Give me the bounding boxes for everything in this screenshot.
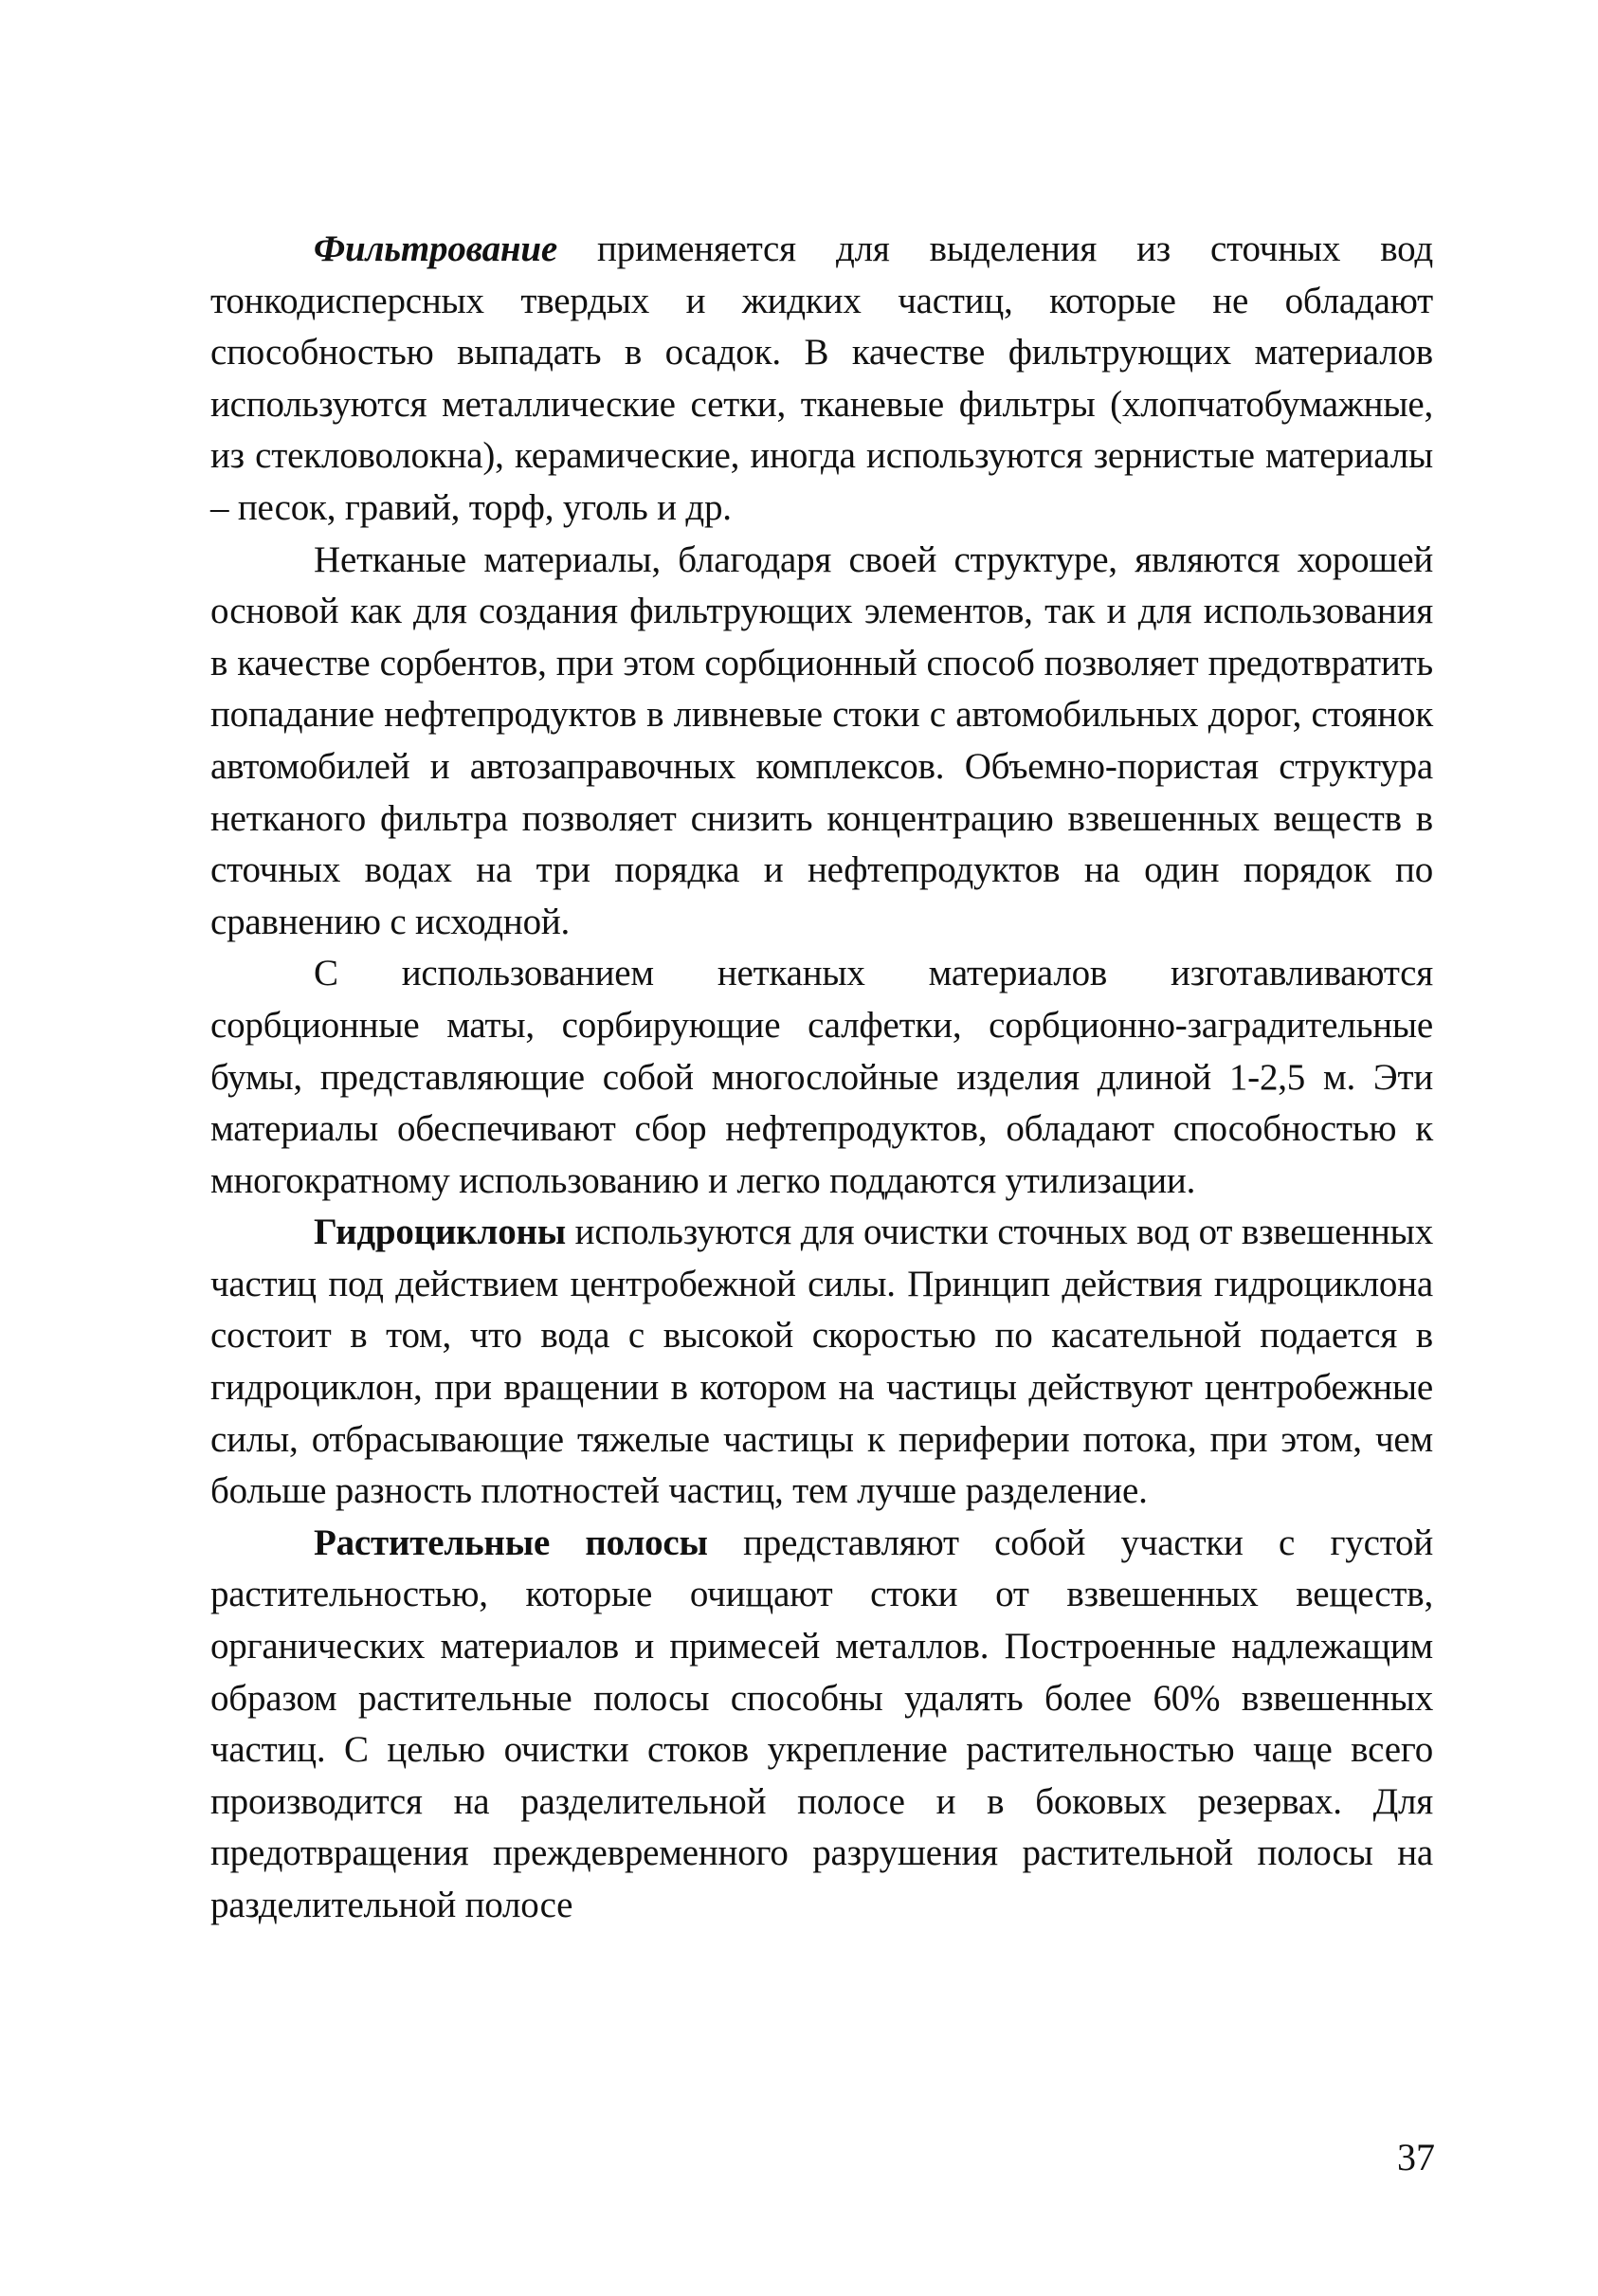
paragraph-text: используются для очистки сточных вод от взвешенных частиц под действием центробежной силы. Принцип действия гидроциклона состоит в том, что вода с высокой скоростью по касательной подается в гидроциклон, при вращении в котором на частицы действуют центробежные силы, отбрасывающие тяжелые частицы к периферии потока, при этом, чем больше разность плотностей частиц, тем лучше разделение. xyxy=(210,1212,1433,1512)
term-filtration: Фильтрование xyxy=(314,228,557,269)
paragraph-filtration xyxy=(210,224,1433,535)
paragraph-text: применяется для выделения из сточных вод тонкодисперсных твердых и жидких частиц, которые не обладают способностью выпадать в осадок. В качестве фильтрующих материалов используются металлические сетки, тканевые фильтры (хлопчатобумажные, из стекловолокна), керамические, иногда используются зернистые материалы – песок, гравий, торф, уголь и др. xyxy=(210,228,1433,528)
paragraph-vegetation-strips xyxy=(210,1518,1433,1932)
term-vegetation-strips: Растительные полосы xyxy=(314,1522,708,1563)
paragraph-text: представляют собой участки с густой растительностью, которые очищают стоки от взвешенных веществ, органических материалов и примесей металлов. Построенные надлежащим образом растительные полосы способны удалять более 60% взвешенных частиц. С целью очистки стоков укрепление растительностью чаще всего производится на разделительной полосе и в боковых резервах. Для предотвращения преждевременного разрушения растительной полосы на разделительной полосе xyxy=(210,1522,1433,1925)
page-number: 37 xyxy=(1397,2136,1435,2178)
paragraph-text: Нетканые материалы, благодаря своей структуре, являются хорошей основой как для создания фильтрующих элементов, так и для использования в качестве сорбентов, при этом сорбционный способ позволяет предотвратить попадание нефтепродуктов в ливневые стоки с автомобильных дорог, стоянок автомобилей и автозаправочных комплексов. Объемно-пористая структура нетканого фильтра позволяет снизить концентрацию взвешенных веществ в сточных водах на три порядка и нефтепродуктов на один порядок по сравнению с исходной. xyxy=(210,538,1433,942)
paragraph-text: С использованием нетканых материалов изготавливаются сорбционные маты, сорбирующие салфетки, сорбционно-заградительные бумы, представляющие собой многослойные изделия длиной 1-2,5 м. Эти материалы обеспечивают сбор нефтепродуктов, обладают способностью к многократному использованию и легко поддаются утилизации. xyxy=(210,953,1433,1201)
paragraph-sorption-products xyxy=(210,948,1433,1207)
paragraph-nonwoven-materials xyxy=(210,535,1433,949)
term-hydrocyclones: Гидроциклоны xyxy=(314,1212,567,1253)
body-text xyxy=(210,224,1433,1932)
paragraph-hydrocyclones xyxy=(210,1207,1433,1518)
